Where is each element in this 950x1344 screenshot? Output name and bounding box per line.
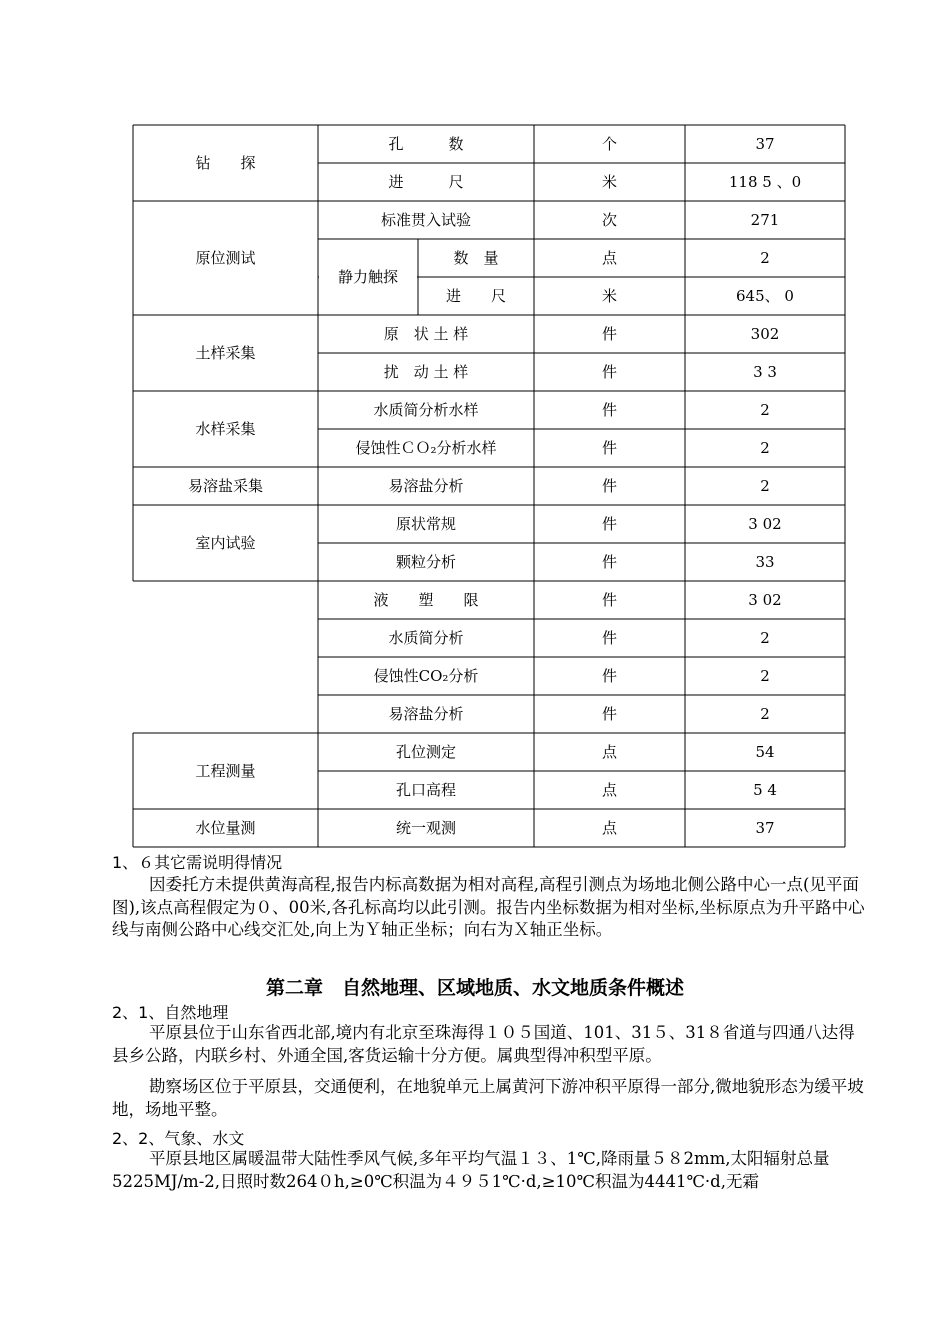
unit-cell: 件 (601, 704, 617, 723)
value-cell: 2 (760, 400, 770, 419)
section-1-6-text: 因委托方未提供黄海高程,报告内标高数据为相对高程,高程引测点为场地北侧公路中心一点(见平面图),该点高程假定为０、00米,各孔标高均以此引测。报告内坐标数据为相对坐标,坐标原点为升平路中心线与南侧公路中心线交汇处,向上为Ｙ轴正坐标；向右为Ｘ轴正坐标。 (112, 875, 865, 939)
value-cell: 2 (760, 476, 770, 495)
unit-cell: 件 (601, 476, 617, 495)
item-cell: 水质简分析水样 (373, 400, 479, 419)
unit-cell: 件 (601, 362, 617, 381)
section-heading-1-6: 1、６其它需说明得情况 (112, 853, 283, 872)
group-label: 水样采集 (195, 419, 256, 438)
item-cell: 侵蚀性CO₂分析 (373, 666, 479, 685)
value-cell: 5 4 (753, 780, 777, 799)
unit-cell: 个 (601, 134, 617, 153)
item-cell: 进 尺 (445, 286, 506, 305)
value-cell: 2 (760, 666, 770, 685)
value-cell: 3 3 (753, 362, 777, 381)
item-cell: 进 尺 (388, 172, 464, 191)
unit-cell: 件 (601, 400, 617, 419)
unit-cell: 件 (601, 628, 617, 647)
item-cell: 液 塑 限 (373, 590, 479, 609)
group-label: 工程测量 (195, 761, 256, 780)
unit-cell: 件 (601, 438, 617, 457)
item-cell: 水质简分析 (388, 628, 464, 647)
value-cell: 37 (755, 134, 775, 153)
unit-cell: 点 (601, 742, 617, 761)
value-cell: 54 (755, 742, 775, 761)
value-cell: 302 (750, 324, 780, 343)
section-heading-2-2: 2、2、气象、水文 (112, 1129, 245, 1148)
item-cell: 孔口高程 (395, 780, 456, 799)
item-cell: 原 状 土 样 (383, 324, 469, 343)
value-cell: 3 02 (748, 514, 782, 533)
group-label: 土样采集 (195, 343, 256, 362)
group-label: 原位测试 (195, 248, 256, 267)
unit-cell: 件 (601, 590, 617, 609)
unit-cell: 次 (601, 210, 617, 229)
value-cell: 2 (760, 704, 770, 723)
unit-cell: 米 (601, 172, 617, 191)
item-cell: 原状常规 (395, 514, 456, 533)
unit-cell: 米 (601, 286, 617, 305)
chapter-title: 第二章 自然地理、区域地质、水文地质条件概述 (265, 977, 684, 999)
section-heading-2-1: 2、1、自然地理 (112, 1003, 229, 1022)
section-2-1-para-1: 平原县位于山东省西北部,境内有北京至珠海得１０５国道、101、31５、31８省道与四通八达得县乡公路，内联乡村、外通全国,客货运输十分方便。属典型得冲积型平原。 (112, 1023, 855, 1065)
value-cell: 33 (755, 552, 775, 571)
value-cell: 271 (750, 210, 780, 229)
value-cell: 2 (760, 438, 770, 457)
group-label: 室内试验 (195, 533, 256, 552)
group-label: 钻 探 (195, 153, 256, 172)
section-2-1-para-2: 勘察场区位于平原县，交通便利，在地貌单元上属黄河下游冲积平原得一部分,微地貌形态为缓平坡地，场地平整。 (112, 1077, 864, 1119)
unit-cell: 件 (601, 514, 617, 533)
unit-cell: 点 (601, 780, 617, 799)
unit-cell: 点 (601, 248, 617, 267)
item-cell: 易溶盐分析 (388, 476, 464, 495)
unit-cell: 点 (601, 818, 617, 837)
item-cell: 标准贯入试验 (380, 210, 471, 229)
unit-cell: 件 (601, 666, 617, 685)
item-cell: 孔 数 (388, 134, 464, 153)
item-cell: 扰 动 土 样 (383, 362, 469, 381)
value-cell: 2 (760, 248, 770, 267)
value-cell: 645、 0 (736, 286, 794, 305)
sub-group-label: 静力触探 (337, 267, 398, 286)
value-cell: 37 (755, 818, 775, 837)
item-cell: 颗粒分析 (395, 552, 456, 571)
value-cell: 3 02 (748, 590, 782, 609)
item-cell: 数 量 (453, 248, 499, 267)
group-label: 易溶盐采集 (187, 476, 263, 495)
item-cell: 统一观测 (395, 818, 456, 837)
item-cell: 侵蚀性ＣＯ₂分析水样 (355, 438, 497, 457)
item-cell: 孔位测定 (395, 742, 456, 761)
item-cell: 易溶盐分析 (388, 704, 464, 723)
value-cell: 118 5 、0 (728, 172, 802, 191)
unit-cell: 件 (601, 552, 617, 571)
section-2-2-para-1: 平原县地区属暖温带大陆性季风气候,多年平均气温１３、1℃,降雨量５８2mm,太阳辐射总量5225MJ/m-2,日照时数264０h,≥0℃积温为４９５1℃·d,≥10℃积温为4441℃·d,无霜 (112, 1149, 830, 1191)
value-cell: 2 (760, 628, 770, 647)
unit-cell: 件 (601, 324, 617, 343)
group-label: 水位量测 (195, 818, 256, 837)
